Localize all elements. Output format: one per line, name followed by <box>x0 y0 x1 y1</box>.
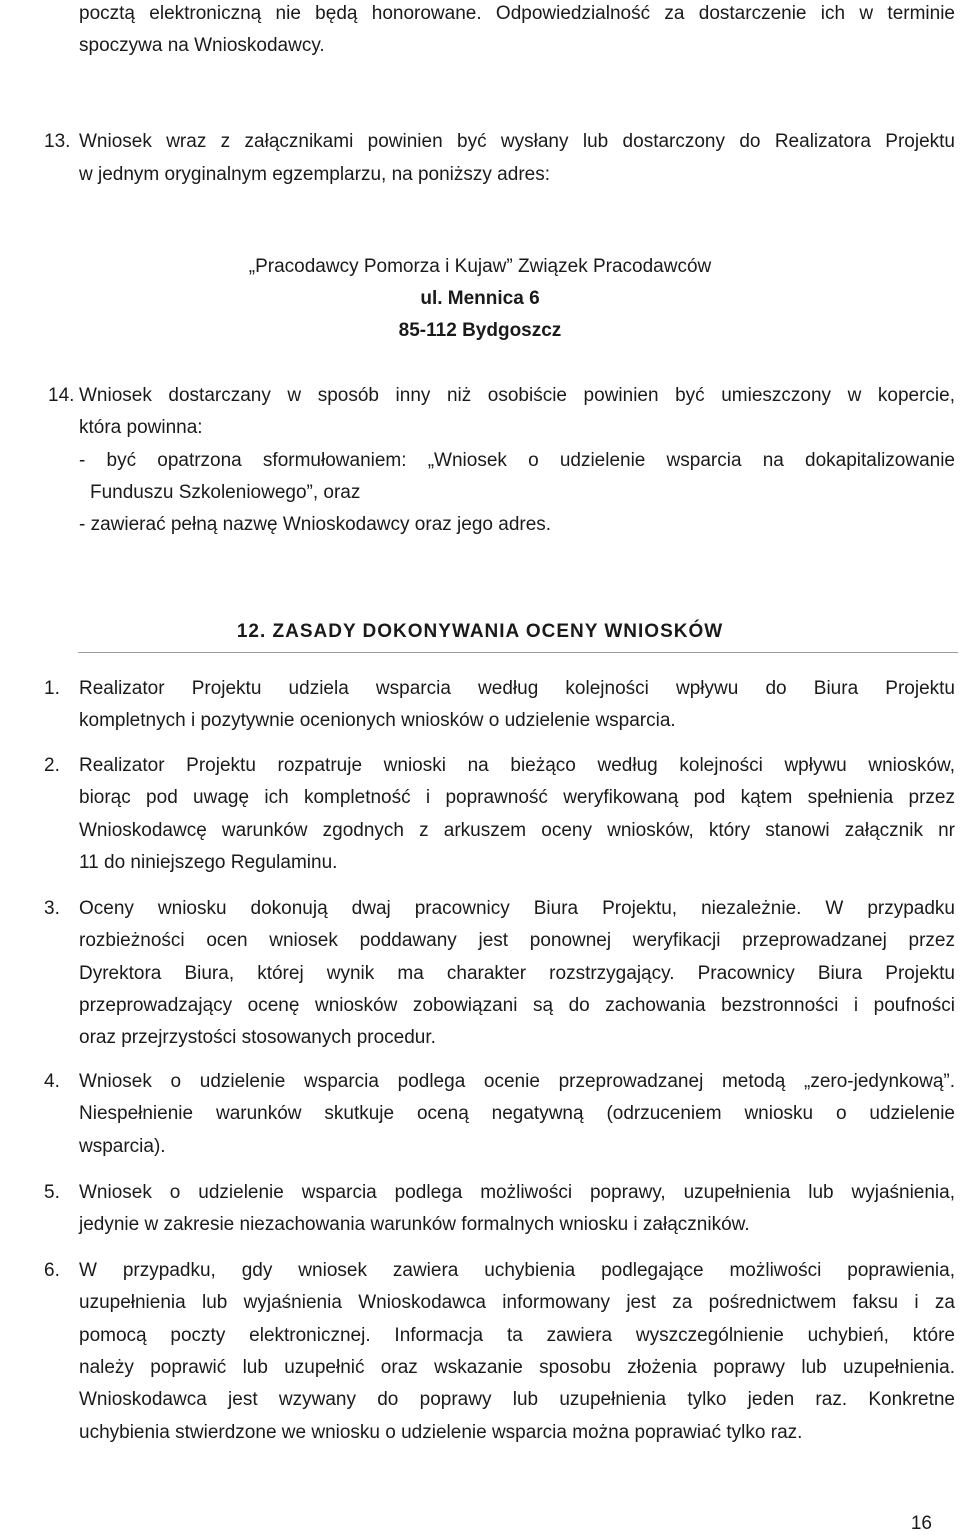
paragraph-line: pomocą poczty elektronicznej. Informacja ta zawiera wyszczególnienie uchybień, które <box>79 1324 955 1346</box>
paragraph-line: Funduszu Szkoleniowego”, oraz <box>90 482 361 503</box>
section-heading: 12. ZASADY DOKONYWANIA OCENY WNIOSKÓW <box>236 621 724 642</box>
paragraph-line: wsparcia). <box>79 1135 166 1157</box>
paragraph-line: jedynie w zakresie niezachowania warunków formalnych wniosku i załączników. <box>79 1214 750 1236</box>
address-street: ul. Mennica 6 <box>420 288 540 309</box>
address-city: 85-112 Bydgoszcz <box>398 320 562 341</box>
paragraph-line: Oceny wniosku dokonują dwaj pracownicy Biura Projektu, niezależnie. W przypadku <box>79 898 955 919</box>
page-number: 16 <box>910 1513 932 1534</box>
paragraph-line: Wnioskodawca jest wzywany do poprawy lub uzupełnienia tylko jeden raz. Konkretne <box>79 1389 955 1411</box>
list-number: 5. <box>44 1182 60 1203</box>
paragraph-line: Realizator Projektu udziela wsparcia według kolejności wpływu do Biura Projektu <box>79 678 955 699</box>
paragraph-line: 11 do niniejszego Regulaminu. <box>79 851 338 873</box>
section-divider <box>78 652 958 653</box>
paragraph-line: w jednym oryginalnym egzemplarzu, na poniższy adres: <box>79 164 550 185</box>
paragraph-line: która powinna: <box>79 417 203 438</box>
list-number: 6. <box>44 1260 60 1281</box>
paragraph-line: pocztą elektroniczną nie będą honorowane. Odpowiedzialność za dostarczenie ich w terminie <box>79 3 955 24</box>
paragraph-line: Wniosek o udzielenie wsparcia podlega możliwości poprawy, uzupełnienia lub wyjaśnienia, <box>79 1182 955 1203</box>
paragraph-line: kompletnych i pozytywnie ocenionych wniosków o udzielenie wsparcia. <box>79 710 676 732</box>
paragraph-line: oraz przejrzystości stosowanych procedur. <box>79 1027 436 1049</box>
paragraph-line: Wnioskodawcę warunków zgodnych z arkuszem oceny wniosków, który stanowi załącznik nr <box>79 819 955 841</box>
paragraph-line: uchybienia stwierdzone we wniosku o udzielenie wsparcia można poprawiać tylko raz. <box>79 1421 803 1443</box>
paragraph-line: spoczywa na Wnioskodawcy. <box>79 35 325 56</box>
list-number: 1. <box>44 678 60 699</box>
paragraph-line: Wniosek wraz z załącznikami powinien być wysłany lub dostarczony do Realizatora Projektu <box>79 131 955 152</box>
paragraph-line: Wniosek dostarczany w sposób inny niż osobiście powinien być umieszczony w kopercie, <box>79 385 955 406</box>
paragraph-line: przeprowadzający ocenę wniosków zobowiązani są do zachowania bezstronności i poufności <box>79 994 955 1016</box>
address-organization: „Pracodawcy Pomorza i Kujaw” Związek Pracodawców <box>248 256 712 277</box>
paragraph-line: Dyrektora Biura, której wynik ma charakter rozstrzygający. Pracownicy Biura Projektu <box>79 962 955 984</box>
paragraph-line: W przypadku, gdy wniosek zawiera uchybienia podlegające możliwości poprawienia, <box>79 1260 955 1281</box>
list-number: 13. <box>44 131 71 152</box>
paragraph-line: - zawierać pełną nazwę Wnioskodawcy oraz jego adres. <box>79 514 552 535</box>
paragraph-line: uzupełnienia lub wyjaśnienia Wnioskodawca informowany jest za pośrednictwem faksu i za <box>79 1292 955 1314</box>
paragraph-line: Niespełnienie warunków skutkuje oceną negatywną (odrzuceniem wniosku o udzielenie <box>79 1103 955 1125</box>
list-number: 2. <box>44 755 60 776</box>
paragraph-line: Realizator Projektu rozpatruje wnioski na bieżąco według kolejności wpływu wniosków, <box>79 755 955 776</box>
paragraph-line: biorąc pod uwagę ich kompletność i poprawność weryfikowaną pod kątem spełnienia przez <box>79 787 955 809</box>
paragraph-line: należy poprawić lub uzupełnić oraz wskazanie sposobu złożenia poprawy lub uzupełnienia. <box>79 1356 955 1378</box>
list-number: 14. <box>48 385 75 406</box>
paragraph-line: rozbieżności ocen wniosek poddawany jest ponownej weryfikacji przeprowadzanej przez <box>79 930 955 952</box>
paragraph-line: - być opatrzona sformułowaniem: „Wniosek o udzielenie wsparcia na dokapitalizowanie <box>79 450 955 471</box>
list-number: 4. <box>44 1071 60 1092</box>
list-number: 3. <box>44 898 60 919</box>
paragraph-line: Wniosek o udzielenie wsparcia podlega ocenie przeprowadzanej metodą „zero-jedynkową”. <box>79 1071 955 1092</box>
